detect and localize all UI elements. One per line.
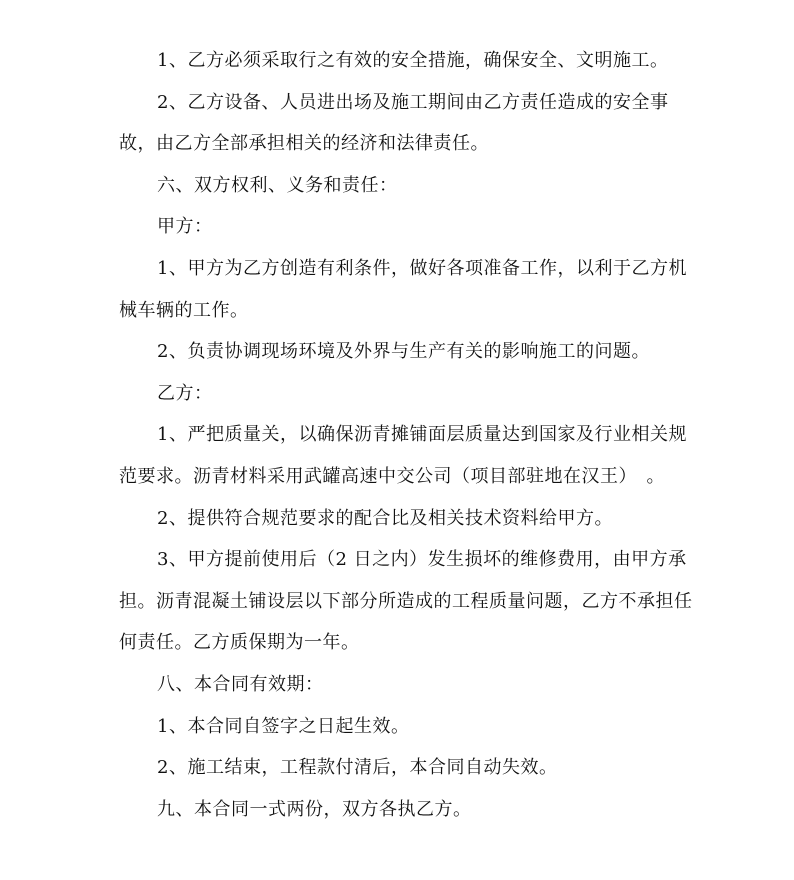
party-a-heading: 甲方： [157, 216, 213, 238]
paragraph-safety-liability: 2、乙方设备、人员进出场及施工期间由乙方责任造成的安全事故，由乙方全部承担相关的经济和法律责任。 [119, 91, 669, 155]
section-heading-copies: 九、本合同一式两份，双方各执乙方。 [157, 798, 472, 820]
paragraph-party-a-coordination: 2、负责协调现场环境及外界与生产有关的影响施工的问题。 [157, 341, 650, 363]
paragraph-party-a-conditions: 1、甲方为乙方创造有利条件，做好各项准备工作，以利于乙方机械车辆的工作。 [119, 257, 687, 321]
paragraph-validity-effective: 1、本合同自签字之日起生效。 [157, 715, 410, 737]
paragraph-party-b-quality: 1、严把质量关，以确保沥青摊铺面层质量达到国家及行业相关规范要求。沥青材料采用武罐高速中交公司（项目部驻地在汉王） 。 [119, 424, 687, 487]
paragraph-party-b-warranty: 3、甲方提前使用后（2 日之内）发生损坏的维修费用，由甲方承担。沥青混凝土铺设层以下部分所造成的工程质量问题，乙方不承担任何责任。乙方质保期为一年。 [119, 549, 693, 654]
paragraph-validity-expiry: 2、施工结束，工程款付清后，本合同自动失效。 [157, 757, 558, 779]
party-b-heading: 乙方： [157, 382, 213, 404]
section-heading-validity: 八、本合同有效期： [157, 673, 324, 695]
paragraph-party-b-mix-ratio: 2、提供符合规范要求的配合比及相关技术资料给甲方。 [157, 507, 613, 529]
section-heading-rights-duties: 六、双方权利、义务和责任： [157, 174, 398, 196]
paragraph-safety-measures: 1、乙方必须采取行之有效的安全措施，确保安全、文明施工。 [157, 50, 669, 71]
document-body [119, 40, 699, 830]
